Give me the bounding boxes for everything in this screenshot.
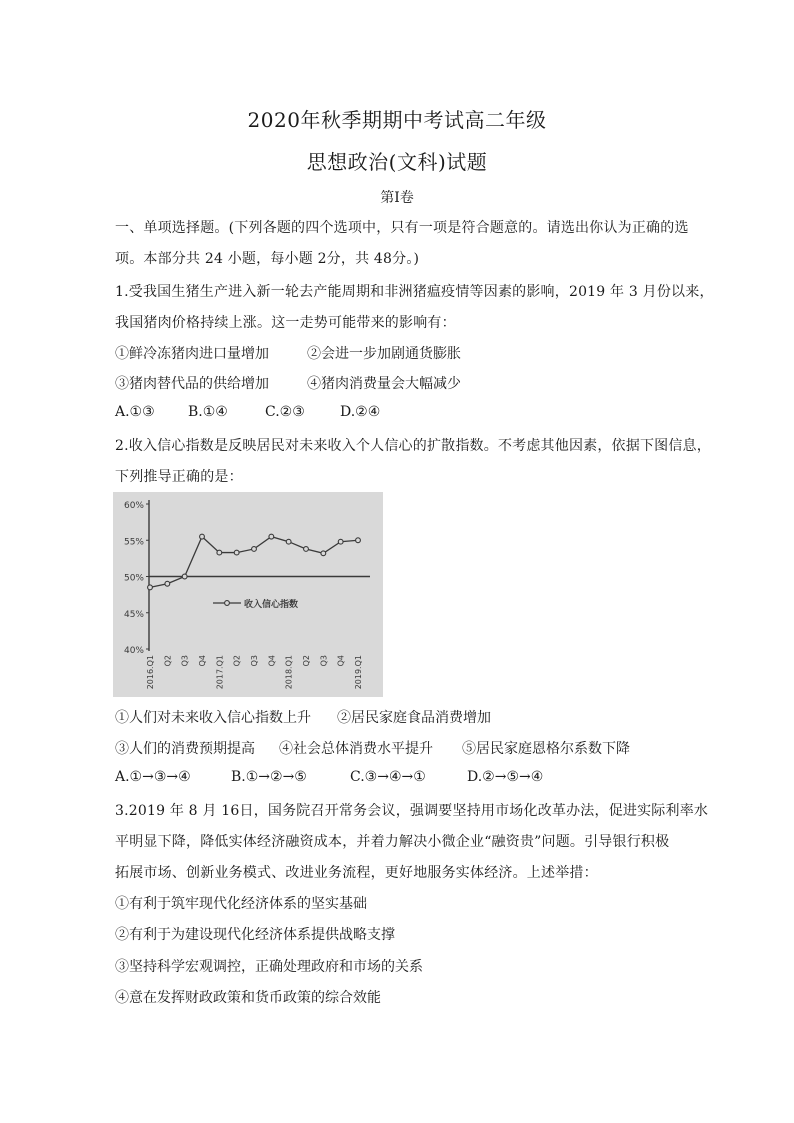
x-tick-label: Q4 [336,655,346,667]
data-point [200,534,205,539]
exam-title: 2020年秋季期期中考试高二年级 [247,108,547,132]
x-tick-label: Q3 [319,655,329,667]
data-point [148,585,153,590]
data-point [217,550,222,555]
x-tick-label: 2019.Q1 [354,655,363,690]
volume-label: 第I卷 [380,190,414,206]
q2-choice-b: B.①→②→⑤ [231,769,307,785]
q2-item-2: ②居民家庭食品消费增加 [337,710,491,726]
q1-choice-d: D.②④ [340,404,381,420]
q1-choice-c: C.②③ [265,404,305,420]
q3-stem-line1: 3.2019 年 8 月 16日，国务院召开常务会议，强调要坚持用市场化改革办法，促进实际利率水 [115,803,709,819]
q2-item-1: ①人们对未来收入信心指数上升 [115,710,311,726]
q2-item-3: ③人们的消费预期提高 [115,741,255,757]
x-tick-label: Q3 [180,655,190,667]
q1-item-4: ④猪肉消费量会大幅减少 [307,376,461,392]
x-tick-label: Q4 [198,655,207,667]
q1-stem-line2: 我国猪肉价格持续上涨。这一走势可能带来的影响有： [115,315,456,331]
x-tick-label: Q2 [232,655,242,667]
x-tick-label: Q3 [250,655,259,667]
y-tick-label: 40% [123,646,144,656]
q3-item-2: ②有利于为建设现代化经济体系提供战略支撑 [115,927,395,943]
q1-item-3: ③猪肉替代品的供给增加 [115,376,269,392]
x-tick-label: 2018.Q1 [284,655,294,690]
q2-item-4: ④社会总体消费水平提升 [279,741,433,757]
data-point [356,538,361,543]
q1-choice-a: A.①③ [115,404,155,420]
x-tick-label: 2017.Q1 [215,655,225,690]
y-tick-label: 60% [123,501,144,511]
q1-item-2: ②会进一步加剧通货膨胀 [307,346,461,362]
income-confidence-chart [113,492,383,697]
q3-item-1: ①有利于筑牢现代化经济体系的坚实基础 [115,896,367,912]
chart-svg [113,492,383,697]
q2-choice-a: A.①→③→④ [115,769,191,785]
data-point [252,547,257,552]
q2-stem-line1: 2.收入信心指数是反映居民对未来收入个人信心的扩散指数。不考虑其他因素，依据下图信息， [115,438,711,454]
exam-subtitle: 思想政治(文科)试题 [306,150,488,174]
series-line [150,537,358,588]
q1-stem-line1: 1.受我国生猪生产进入新一轮去产能周期和非洲猪瘟疫情等因素的影响，2019 年 3 月份以来， [115,284,714,300]
data-point [182,574,187,579]
x-tick-label: Q4 [267,655,277,667]
y-tick-label: 45% [123,609,144,620]
q3-item-3: ③坚持科学宏观调控，正确处理政府和市场的关系 [115,959,423,975]
data-point [234,550,239,555]
q1-item-1: ①鲜冷冻猪肉进口量增加 [115,346,269,362]
y-tick-label: 50% [123,573,144,584]
data-point [286,539,291,544]
q1-choice-b: B.①④ [188,404,228,420]
data-point [321,551,326,556]
data-point [269,534,274,539]
q3-item-4: ④意在发挥财政政策和货币政策的综合效能 [115,990,381,1006]
data-point [304,547,309,552]
x-tick-label: Q2 [163,655,173,667]
data-point [338,539,343,544]
x-tick-label: Q2 [302,655,311,667]
x-tick-label: 2016.Q1 [146,655,155,690]
data-point [165,581,170,586]
q2-item-5: ⑤居民家庭恩格尔系数下降 [462,741,630,757]
q3-stem-line3: 拓展市场、创新业务模式、改进业务流程，更好地服务实体经济。上述举措： [115,865,598,881]
q2-stem-line2: 下列推导正确的是： [115,469,243,485]
legend-label: 收入信心指数 [244,600,299,610]
y-tick-label: 55% [123,537,144,548]
q3-stem-line2: 平明显下降，降低实体经济融资成本，并着力解决小微企业“融资贵”问题。引导银行积极 [115,834,670,850]
legend-marker [225,601,230,606]
q2-choice-c: C.③→④→① [350,769,426,785]
section-instructions-line1: 一、单项选择题。(下列各题的四个选项中，只有一项是符合题意的。请选出你认为正确的选 [115,220,689,236]
section-instructions-line2: 项。本部分共 24 小题，每小题 2分，共 48分。) [115,251,420,267]
q2-choice-d: D.②→⑤→④ [467,769,544,785]
